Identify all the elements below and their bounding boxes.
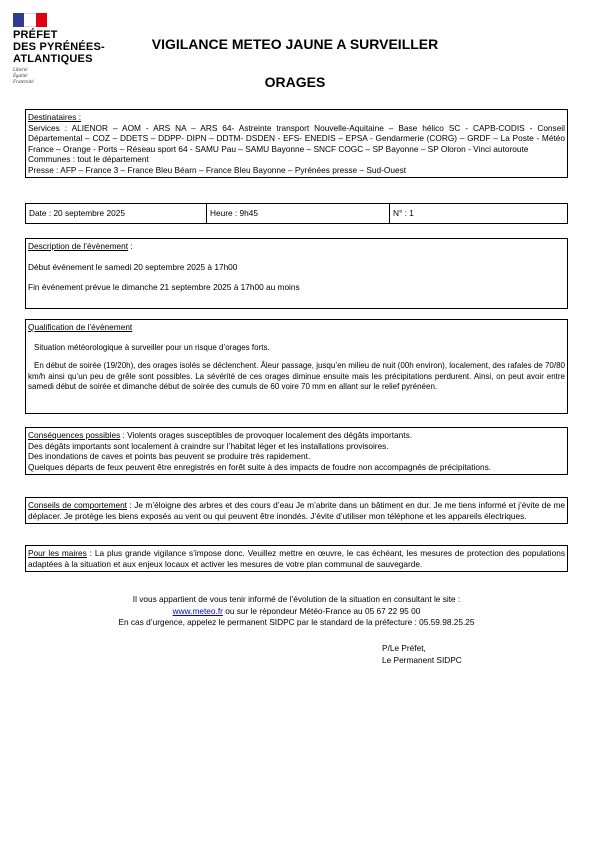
- consequences-box: Conséquences possibles : Violents orages susceptibles de provoquer localement des dégâts importants. Des dégâts importants sont localement à craindre sur l’habitat léger et les installations provisoires. Des inondations de caves et points bas peuvent se produire très rapidement. Quelques départs de feux peuvent être enregistrés en forêt suite à des impacts de foudre non accompagnés de précipitations.: [25, 427, 568, 475]
- number-cell: N° : 1: [389, 204, 567, 223]
- info-row: [25, 203, 568, 224]
- republic-motto: Liberté Égalité Fraternité: [13, 68, 34, 85]
- recipients-services: Services : ALIENOR – AOM - ARS NA – ARS 64- Astreinte transport Nouvelle-Aquitaine – Base hélico SC - CAPB-CODIS - Conseil Départemental – COZ – DDETS – DDPP- DIPN – DDTM- DSDEN - EFS- ENEDIS – EPSA - Gendarmerie (CORG) – GRDF – La Poste - Météo France – Orange - Ports – Réseau sport 64 - SAMU Pau – SAMU Bayonne – SNCF COGC – SP Bayonne – SP Oloron - Vinci autoroute: [28, 122, 565, 154]
- prefecture-name: PRÉFET DES PYRÉNÉES- ATLANTIQUES: [13, 29, 105, 65]
- time-cell: Heure : 9h45: [206, 204, 389, 223]
- document-title: VIGILANCE METEO JAUNE A SURVEILLER: [151, 36, 439, 52]
- mayors-heading: Pour les maires: [28, 548, 87, 558]
- document-subtitle: ORAGES: [264, 74, 326, 90]
- prefecture-logo: [13, 13, 123, 86]
- recipients-box: [25, 109, 568, 178]
- advice-heading: Conseils de comportement: [28, 500, 127, 510]
- recipients-communes: Communes : tout le département: [28, 154, 149, 164]
- qualification-details: En début de soirée (19/20h), des orages isolés se déclenchent. Âleur passage, jusqu’en milieu de nuit (00h environ), localement, des rafales de 70/80 km/h ainsi qu’un peu de grêle sont possibles. La sévérité de ces orages diminue ensuite mais les précipitations perdurent. Ainsi, on peut avoir entre samedi début de soirée et dimanche début de soirée des cumuls de 60 voire 70 mm en allant sur le relief pyrénéen.: [28, 361, 565, 391]
- qualification-box: [25, 319, 568, 414]
- footer-info: Il vous appartient de vous tenir informé de l’évolution de la situation en consultant le site : www.meteo.fr ou sur le répondeur Météo-France au 05 67 22 95 00 En cas d’urgence, appelez le permanent SIDPC par le standard de la préfecture : 05.59.98.25.25: [118, 594, 475, 627]
- description-heading: Description de l’évènement: [28, 241, 129, 251]
- event-start: Début événement le samedi 20 septembre 2025 à 17h00: [28, 261, 238, 272]
- consequences-heading: Conséquences possibles: [28, 430, 121, 440]
- recipients-heading: Destinataires :: [28, 112, 82, 122]
- qualification-heading: Qualification de l’évènement: [28, 322, 133, 332]
- event-end: Fin événement prévue le dimanche 21 septembre 2025 à 17h00 au moins: [28, 282, 300, 292]
- advice-box: Conseils de comportement : Je m’éloigne des arbres et des cours d’eau Je m’abrite dans un bâtiment en dur. Je me tiens informé et j’évite de me déplacer. Je protège les biens exposés au vent ou qui peuvent être inondés. J’évite d’utiliser mon téléphone et les appareils électriques.: [25, 497, 568, 524]
- mayors-box: Pour les maires : La plus grande vigilance s’impose donc. Veuillez mettre en œuvre, le cas échéant, les mesures de protection des populations adaptées à la situation et aux enjeux locaux et activer les mesures de votre plan communal de sauvegarde.: [25, 545, 568, 572]
- meteo-link[interactable]: www.meteo.fr: [172, 605, 223, 616]
- recipients-press: Presse : AFP – France 3 – France Bleu Béarn – France Bleu Bayonne – Pyrénées presse – Sud-Ouest: [28, 164, 407, 175]
- marianne-flag-icon: [13, 13, 47, 27]
- qualification-situation: Situation météorologique à surveiller pour un risque d’orages forts.: [34, 342, 270, 352]
- description-box: Description de l’évènement : Début événement le samedi 20 septembre 2025 à 17h00 Fin événement prévue le dimanche 21 septembre 2025 à 17h00 au moins: [25, 238, 568, 309]
- date-cell: Date : 20 septembre 2025: [29, 208, 125, 218]
- signature: P/Le Préfet, Le Permanent SIDPC: [382, 643, 462, 665]
